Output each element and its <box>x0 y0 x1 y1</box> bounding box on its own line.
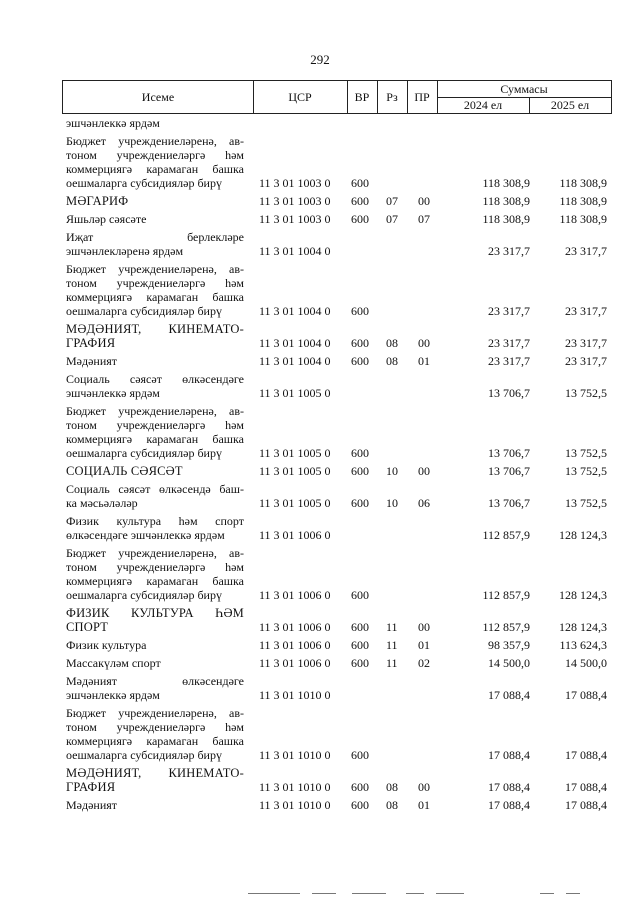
row-name <box>66 230 244 258</box>
cell-pr: 00 <box>418 620 430 634</box>
cell-sum-2024: 17 088,4 <box>488 780 530 794</box>
table-row <box>0 322 640 350</box>
cell-csr: 11 3 01 1006 0 <box>259 638 331 652</box>
cell-sum-2024: 23 317,7 <box>488 336 530 350</box>
cell-sum-2024: 98 357,9 <box>488 638 530 652</box>
row-name-line: СОЦИАЛЬ СӘЯСӘТ <box>66 464 183 478</box>
cell-pr: 00 <box>418 336 430 350</box>
cell-sum-2024: 112 857,9 <box>482 620 530 634</box>
cell-rz: 11 <box>386 638 398 652</box>
row-name <box>66 116 244 130</box>
row-name-line: эшчәнлеккә ярдәм <box>66 386 160 400</box>
cell-pr: 00 <box>418 464 430 478</box>
row-name-line: Физик культура <box>66 638 147 652</box>
table-row <box>0 134 640 190</box>
cell-vr: 600 <box>351 748 369 762</box>
table-row <box>0 262 640 318</box>
table-row <box>0 656 640 670</box>
cell-sum-2025: 23 317,7 <box>565 336 607 350</box>
table-row <box>0 674 640 702</box>
cell-vr: 600 <box>351 464 369 478</box>
row-name-line: Бюджет учреждениеләренә, ав- <box>66 134 244 148</box>
row-name-line: оешмаларга субсидияләр бирү <box>66 748 222 762</box>
row-name-line: ГРАФИЯ <box>66 780 116 794</box>
cell-pr: 06 <box>418 496 430 510</box>
row-name-line: Бюджет учреждениеләренә, ав- <box>66 404 244 418</box>
row-name <box>66 656 244 670</box>
row-name-line: Бюджет учреждениеләренә, ав- <box>66 262 244 276</box>
cell-vr: 600 <box>351 496 369 510</box>
table-row <box>0 354 640 368</box>
cell-pr: 01 <box>418 638 430 652</box>
column-header-vr: ВР <box>354 89 370 104</box>
row-name-line: эшчәнлеккә ярдәм <box>66 116 160 130</box>
row-name-line: СПОРТ <box>66 620 109 634</box>
row-name-line: тоном учреждениеләргә һәм <box>66 560 244 574</box>
cell-sum-2024: 118 308,9 <box>482 194 530 208</box>
row-name <box>66 706 244 762</box>
cell-sum-2025: 13 752,5 <box>565 386 607 400</box>
cell-sum-2024: 13 706,7 <box>488 446 530 460</box>
cell-rz: 10 <box>386 464 398 478</box>
row-name-line: тоном учреждениеләргә һәм <box>66 720 244 734</box>
column-header-name: Исеме <box>141 89 175 104</box>
row-name <box>66 194 244 208</box>
row-name-line: Массакүләм спорт <box>66 656 161 670</box>
table-row <box>0 464 640 478</box>
cell-sum-2024: 23 317,7 <box>488 304 530 318</box>
cell-vr: 600 <box>351 588 369 602</box>
cell-csr: 11 3 01 1004 0 <box>259 354 331 368</box>
row-name <box>66 212 244 226</box>
cell-rz: 08 <box>386 798 398 812</box>
table-row <box>0 116 640 130</box>
table-row <box>0 194 640 208</box>
cell-sum-2025: 128 124,3 <box>559 588 607 602</box>
row-name <box>66 404 244 460</box>
cell-sum-2024: 23 317,7 <box>488 354 530 368</box>
column-header-sums: Суммасы <box>500 82 548 96</box>
cell-sum-2024: 112 857,9 <box>482 528 530 542</box>
row-name <box>66 546 244 602</box>
cell-csr: 11 3 01 1003 0 <box>259 176 331 190</box>
row-name-line: коммерциягә карамаган башка <box>66 162 244 176</box>
row-name-line: коммерциягә карамаган башка <box>66 432 244 446</box>
cell-rz: 07 <box>386 194 398 208</box>
cell-pr: 00 <box>418 780 430 794</box>
row-name-line: коммерциягә карамаган башка <box>66 574 244 588</box>
cell-vr: 600 <box>351 780 369 794</box>
cell-vr: 600 <box>351 638 369 652</box>
cell-csr: 11 3 01 1010 0 <box>259 798 331 812</box>
table-row <box>0 798 640 812</box>
row-name-line: тоном учреждениеләргә һәм <box>66 148 244 162</box>
row-name-line: коммерциягә карамаган башка <box>66 290 244 304</box>
row-name-line: МӘГАРИФ <box>66 194 129 208</box>
cell-pr: 07 <box>418 212 430 226</box>
row-name-line: оешмаларга субсидияләр бирү <box>66 176 222 190</box>
table-row <box>0 606 640 634</box>
row-name-line: Социаль сәясәт өлкәсендә баш- <box>66 482 244 496</box>
row-name <box>66 322 244 350</box>
cell-csr: 11 3 01 1005 0 <box>259 496 331 510</box>
cell-sum-2025: 13 752,5 <box>565 464 607 478</box>
row-name <box>66 638 244 652</box>
table-row <box>0 404 640 460</box>
cell-csr: 11 3 01 1003 0 <box>259 194 331 208</box>
row-name-line: МӘДӘНИЯТ, КИНЕМАТО- <box>66 322 244 336</box>
column-header-rz: Рз <box>386 89 398 104</box>
cell-rz: 11 <box>386 656 398 670</box>
row-name-line: оешмаларга субсидияләр бирү <box>66 588 222 602</box>
row-name-line: Мәдәният <box>66 354 118 368</box>
row-name <box>66 798 244 812</box>
cell-vr: 600 <box>351 446 369 460</box>
cell-vr: 600 <box>351 656 369 670</box>
cell-sum-2025: 23 317,7 <box>565 354 607 368</box>
row-name <box>66 134 244 190</box>
row-name <box>66 766 244 794</box>
cell-csr: 11 3 01 1006 0 <box>259 620 331 634</box>
cell-rz: 08 <box>386 354 398 368</box>
cell-sum-2025: 118 308,9 <box>559 194 607 208</box>
table-row <box>0 638 640 652</box>
cell-sum-2025: 17 088,4 <box>565 798 607 812</box>
row-name-line: Мәдәният өлкәсендәге <box>66 674 244 688</box>
cell-sum-2024: 17 088,4 <box>488 688 530 702</box>
table-row <box>0 372 640 400</box>
cell-sum-2025: 23 317,7 <box>565 304 607 318</box>
cell-sum-2024: 14 500,0 <box>488 656 530 670</box>
row-name-line: коммерциягә карамаган башка <box>66 734 244 748</box>
row-name <box>66 464 244 478</box>
cell-sum-2025: 17 088,4 <box>565 748 607 762</box>
row-name <box>66 354 244 368</box>
cell-sum-2025: 13 752,5 <box>565 446 607 460</box>
cell-vr: 600 <box>351 194 369 208</box>
row-name-line: ГРАФИЯ <box>66 336 116 350</box>
table-row <box>0 766 640 794</box>
cell-rz: 08 <box>386 780 398 794</box>
row-name-line: Бюджет учреждениеләренә, ав- <box>66 706 244 720</box>
cell-sum-2025: 17 088,4 <box>565 780 607 794</box>
page-number: 292 <box>310 52 330 67</box>
row-name-line: Социаль сәясәт өлкәсендәге <box>66 372 244 386</box>
cell-sum-2024: 17 088,4 <box>488 798 530 812</box>
cell-rz: 08 <box>386 336 398 350</box>
row-name <box>66 514 244 542</box>
row-name <box>66 262 244 318</box>
cell-pr: 00 <box>418 194 430 208</box>
cell-sum-2025: 118 308,9 <box>559 212 607 226</box>
cell-csr: 11 3 01 1006 0 <box>259 656 331 670</box>
cell-csr: 11 3 01 1006 0 <box>259 528 331 542</box>
cell-rz: 10 <box>386 496 398 510</box>
cell-sum-2024: 17 088,4 <box>488 748 530 762</box>
cell-pr: 01 <box>418 354 430 368</box>
row-name-line: Мәдәният <box>66 798 118 812</box>
cell-csr: 11 3 01 1010 0 <box>259 748 331 762</box>
row-name-line: оешмаларга субсидияләр бирү <box>66 446 222 460</box>
cell-csr: 11 3 01 1010 0 <box>259 780 331 794</box>
row-name-line: ка мәсьәләләр <box>66 496 138 510</box>
table-row <box>0 706 640 762</box>
cell-sum-2024: 13 706,7 <box>488 496 530 510</box>
cell-sum-2024: 13 706,7 <box>488 464 530 478</box>
cell-csr: 11 3 01 1010 0 <box>259 688 331 702</box>
row-name-line: тоном учреждениеләргә һәм <box>66 418 244 432</box>
cell-sum-2025: 128 124,3 <box>559 528 607 542</box>
cell-sum-2025: 128 124,3 <box>559 620 607 634</box>
row-name-line: оешмаларга субсидияләр бирү <box>66 304 222 318</box>
cell-vr: 600 <box>351 798 369 812</box>
row-name <box>66 674 244 702</box>
column-header-2024: 2024 ел <box>463 98 503 112</box>
table-row <box>0 546 640 602</box>
table-header <box>62 80 612 114</box>
row-name-line: эшчәнлекләренә ярдәм <box>66 244 184 258</box>
cell-sum-2024: 118 308,9 <box>482 176 530 190</box>
cell-csr: 11 3 01 1003 0 <box>259 212 331 226</box>
row-name <box>66 606 244 634</box>
cell-pr: 02 <box>418 656 430 670</box>
row-name <box>66 482 244 510</box>
cell-rz: 07 <box>386 212 398 226</box>
cell-sum-2024: 23 317,7 <box>488 244 530 258</box>
table-row <box>0 230 640 258</box>
row-name-line: тоном учреждениеләргә һәм <box>66 276 244 290</box>
cell-sum-2025: 118 308,9 <box>559 176 607 190</box>
cell-sum-2024: 118 308,9 <box>482 212 530 226</box>
cell-vr: 600 <box>351 212 369 226</box>
table-row <box>0 482 640 510</box>
cell-sum-2024: 112 857,9 <box>482 588 530 602</box>
column-header-2025: 2025 ел <box>550 98 590 112</box>
cell-csr: 11 3 01 1005 0 <box>259 464 331 478</box>
cell-csr: 11 3 01 1004 0 <box>259 336 331 350</box>
table-row <box>0 212 640 226</box>
cell-sum-2025: 113 624,3 <box>559 638 607 652</box>
cell-csr: 11 3 01 1005 0 <box>259 446 331 460</box>
row-name-line: МӘДӘНИЯТ, КИНЕМАТО- <box>66 766 244 780</box>
cell-csr: 11 3 01 1006 0 <box>259 588 331 602</box>
cell-csr: 11 3 01 1004 0 <box>259 304 331 318</box>
row-name-line: Физик культура һәм спорт <box>66 514 244 528</box>
row-name-line: Яшьләр сәясәте <box>66 212 147 226</box>
row-name-line: өлкәсендәге эшчәнлеккә ярдәм <box>66 528 225 542</box>
cell-pr: 01 <box>418 798 430 812</box>
cell-vr: 600 <box>351 620 369 634</box>
cell-csr: 11 3 01 1005 0 <box>259 386 331 400</box>
row-name-line: Бюджет учреждениеләренә, ав- <box>66 546 244 560</box>
cell-sum-2024: 13 706,7 <box>488 386 530 400</box>
row-name-line: эшчәнлеккә ярдәм <box>66 688 160 702</box>
table-row <box>0 514 640 542</box>
row-name-line: ФИЗИК КУЛЬТУРА ҺӘМ <box>66 606 244 620</box>
cell-sum-2025: 13 752,5 <box>565 496 607 510</box>
cell-rz: 11 <box>386 620 398 634</box>
cell-csr: 11 3 01 1004 0 <box>259 244 331 258</box>
cell-vr: 600 <box>351 176 369 190</box>
cell-vr: 600 <box>351 336 369 350</box>
row-name <box>66 372 244 400</box>
cell-vr: 600 <box>351 304 369 318</box>
cell-vr: 600 <box>351 354 369 368</box>
row-name-line: Иҗат берлекләре <box>66 230 244 244</box>
column-header-pr: ПР <box>414 89 430 104</box>
cell-sum-2025: 23 317,7 <box>565 244 607 258</box>
cell-sum-2025: 14 500,0 <box>565 656 607 670</box>
column-header-csr: ЦСР <box>288 89 312 104</box>
cell-sum-2025: 17 088,4 <box>565 688 607 702</box>
